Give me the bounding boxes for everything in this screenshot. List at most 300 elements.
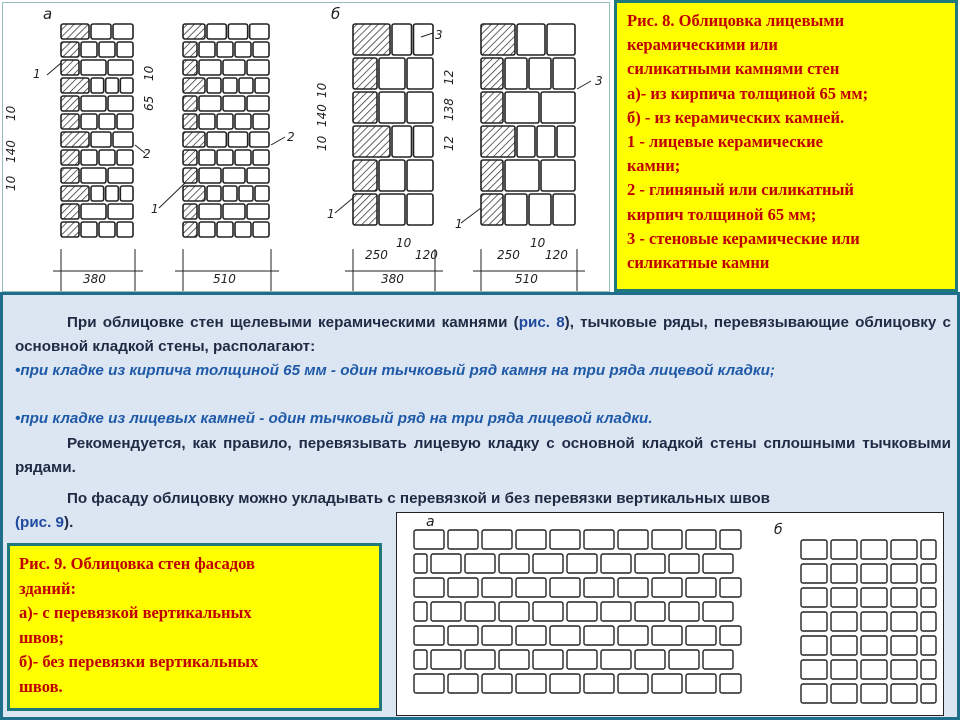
- facing-brick: [481, 160, 503, 191]
- facade-brick: [533, 602, 563, 621]
- facade-brick: [431, 602, 461, 621]
- facade-brick: [414, 554, 427, 573]
- dim-65: 65: [142, 95, 156, 111]
- facade-brick: [601, 554, 631, 573]
- brick: [228, 24, 247, 39]
- figure-8-drawing: [2, 2, 610, 292]
- facade-brick: [861, 660, 887, 679]
- facade-brick: [861, 636, 887, 655]
- width-380: 380: [381, 272, 404, 286]
- facing-brick: [61, 78, 89, 93]
- facade-brick: [448, 674, 478, 693]
- facade-brick: [482, 626, 512, 645]
- brick: [91, 186, 104, 201]
- facing-brick: [61, 204, 79, 219]
- facade-brick: [550, 626, 580, 645]
- facing-brick: [183, 42, 197, 57]
- facade-brick: [891, 660, 917, 679]
- brick: [199, 114, 215, 129]
- facing-brick: [183, 150, 197, 165]
- brick: [199, 96, 221, 111]
- facing-brick: [353, 58, 377, 89]
- facade-brick: [567, 650, 597, 669]
- facade-brick: [669, 650, 699, 669]
- bullet-item: •при кладке из лицевых камней - один тычковый ряд на три ряда лицевой кладки.: [15, 410, 653, 427]
- bullet-item: •при кладке из кирпича толщиной 65 мм - один тычковый ряд камня на три ряда лицевой кладки;: [15, 362, 775, 379]
- facade-brick: [618, 626, 648, 645]
- fig8-label-a: а: [43, 5, 53, 23]
- facade-brick: [921, 684, 936, 703]
- facade-brick: [703, 650, 733, 669]
- facade-brick: [584, 626, 614, 645]
- facade-brick: [516, 674, 546, 693]
- paragraph-text: По фасаду облицовку можно укладывать с перевязкой и без перевязки вертикальных швов: [67, 490, 770, 507]
- facade-brick: [891, 636, 917, 655]
- paragraph-text: ), тычковые ряды, перевязывающие облицовку с основной кладкой стены, располагают:: [15, 314, 951, 355]
- facade-brick: [831, 684, 857, 703]
- facade-brick: [831, 540, 857, 559]
- facade-brick: [891, 684, 917, 703]
- caption-line: 2 - глиняный или силикатный: [627, 180, 854, 200]
- facade-brick: [921, 612, 936, 631]
- brick: [223, 168, 245, 183]
- brick: [247, 168, 269, 183]
- facade-brick: [533, 650, 563, 669]
- facade-brick: [720, 578, 741, 597]
- facing-brick: [61, 96, 79, 111]
- brick: [529, 194, 551, 225]
- facade-brick: [801, 684, 827, 703]
- facing-brick: [61, 150, 79, 165]
- brick: [120, 186, 133, 201]
- facade-brick: [431, 554, 461, 573]
- facade-brick: [831, 564, 857, 583]
- brick: [253, 150, 269, 165]
- facing-brick: [61, 186, 89, 201]
- caption-line: силикатными камнями стен: [627, 59, 840, 79]
- brick: [99, 150, 115, 165]
- facade-brick: [584, 674, 614, 693]
- facade-brick: [861, 588, 887, 607]
- brick: [379, 58, 405, 89]
- caption-line: а)- с перевязкой вертикальных: [19, 603, 252, 622]
- facade-brick: [831, 588, 857, 607]
- dim-138: 138: [442, 98, 456, 121]
- caption-line: 1 - лицевые керамические: [627, 132, 823, 152]
- brick: [255, 186, 269, 201]
- brick: [235, 222, 251, 237]
- caption-line: зданий:: [19, 578, 76, 598]
- facade-brick: [801, 660, 827, 679]
- facade-brick: [499, 650, 529, 669]
- brick: [99, 114, 115, 129]
- facing-brick: [183, 96, 197, 111]
- width-510: 510: [213, 272, 236, 286]
- facade-brick: [635, 650, 665, 669]
- brick: [392, 24, 412, 55]
- brick: [505, 160, 539, 191]
- paragraph-1: [15, 311, 951, 358]
- facade-brick: [652, 578, 682, 597]
- facing-brick: [353, 160, 377, 191]
- facade-brick: [921, 588, 936, 607]
- facing-brick: [353, 194, 377, 225]
- brick: [250, 24, 269, 39]
- brick: [108, 60, 133, 75]
- brick: [207, 78, 221, 93]
- facade-brick: [801, 588, 827, 607]
- width-120: 120: [545, 248, 568, 262]
- facing-brick: [353, 126, 390, 157]
- callout-2: 2: [287, 130, 295, 144]
- brick: [253, 114, 269, 129]
- facing-brick: [61, 60, 79, 75]
- dim-10: 10: [315, 135, 329, 151]
- brick: [529, 58, 551, 89]
- brick: [217, 42, 233, 57]
- facade-brick: [831, 660, 857, 679]
- brick: [81, 96, 106, 111]
- facade-brick: [891, 612, 917, 631]
- facade-brick: [465, 602, 495, 621]
- brick: [517, 24, 545, 55]
- caption-line: швов;: [19, 627, 64, 647]
- facade-brick: [801, 564, 827, 583]
- caption-line: камни;: [627, 156, 681, 176]
- caption-line: силикатные камни: [627, 253, 770, 273]
- brick: [81, 150, 97, 165]
- brick: [108, 204, 133, 219]
- callout-3: 3: [435, 28, 443, 42]
- caption-line: Рис. 9. Облицовка стен фасадов: [19, 554, 255, 573]
- facade-brick: [584, 530, 614, 549]
- facade-brick: [618, 530, 648, 549]
- figure-9-caption: [7, 543, 382, 711]
- facade-brick: [921, 540, 936, 559]
- paragraph-text: ).: [64, 513, 74, 531]
- facade-brick: [516, 626, 546, 645]
- brick: [247, 60, 269, 75]
- dim-140: 140: [315, 104, 329, 127]
- brick: [199, 150, 215, 165]
- facing-brick: [61, 24, 89, 39]
- brick: [253, 42, 269, 57]
- facade-brick: [669, 602, 699, 621]
- brick: [113, 24, 133, 39]
- brick: [81, 222, 97, 237]
- caption-line: а)- из кирпича толщиной 65 мм;: [627, 83, 869, 103]
- facing-brick: [61, 222, 79, 237]
- facade-brick: [414, 530, 444, 549]
- facing-brick: [353, 92, 377, 123]
- callout-1: 1: [151, 202, 159, 216]
- facing-brick: [183, 168, 197, 183]
- caption-line: кирпич толщиной 65 мм;: [627, 204, 817, 224]
- facade-brick: [567, 602, 597, 621]
- brick: [541, 92, 575, 123]
- brick: [223, 78, 237, 93]
- facing-brick: [183, 204, 197, 219]
- brick: [547, 24, 575, 55]
- brick: [108, 168, 133, 183]
- callout-2: 2: [143, 147, 151, 161]
- facade-brick: [861, 612, 887, 631]
- brick: [117, 42, 133, 57]
- brick: [553, 58, 575, 89]
- facade-brick: [448, 626, 478, 645]
- brick: [239, 78, 253, 93]
- figure-9-reference[interactable]: (рис. 9: [15, 513, 65, 531]
- callout-1: 1: [33, 67, 41, 81]
- brick: [91, 132, 111, 147]
- brick: [392, 126, 412, 157]
- paragraph-2: [15, 432, 951, 479]
- paragraph-text: Рекомендуется, как правило, перевязывать лицевую кладку с основной кладкой стены сплошными тычковыми рядами.: [15, 435, 951, 476]
- brick: [239, 186, 253, 201]
- brick: [106, 78, 119, 93]
- facade-brick: [801, 612, 827, 631]
- brick: [113, 132, 133, 147]
- facade-brick: [499, 554, 529, 573]
- brick: [81, 204, 106, 219]
- brick: [120, 78, 133, 93]
- facade-brick: [801, 636, 827, 655]
- facade-brick: [567, 554, 597, 573]
- figure-9-svg: [396, 512, 944, 716]
- facade-brick: [533, 554, 563, 573]
- facade-brick: [635, 554, 665, 573]
- facade-brick: [448, 530, 478, 549]
- facade-brick: [831, 612, 857, 631]
- facing-brick: [481, 92, 503, 123]
- brick: [99, 222, 115, 237]
- facade-brick: [516, 530, 546, 549]
- facade-brick: [601, 650, 631, 669]
- brick: [207, 132, 226, 147]
- facade-brick: [499, 602, 529, 621]
- facade-brick: [652, 626, 682, 645]
- callout-1: 1: [455, 217, 463, 231]
- facade-brick: [414, 650, 427, 669]
- facade-brick: [550, 674, 580, 693]
- brick: [414, 24, 434, 55]
- facade-brick: [720, 626, 741, 645]
- dim-140: 140: [4, 140, 18, 163]
- facade-brick: [618, 674, 648, 693]
- brick: [223, 60, 245, 75]
- brick: [553, 194, 575, 225]
- brick: [223, 96, 245, 111]
- brick: [253, 222, 269, 237]
- facade-brick: [465, 554, 495, 573]
- facade-brick: [891, 564, 917, 583]
- width-120: 120: [415, 248, 438, 262]
- caption-line: Рис. 8. Облицовка лицевыми: [627, 11, 845, 30]
- brick: [250, 132, 269, 147]
- facade-brick: [669, 554, 699, 573]
- facade-brick: [686, 674, 716, 693]
- brick: [81, 168, 106, 183]
- facade-brick: [482, 578, 512, 597]
- facade-brick: [482, 674, 512, 693]
- facade-brick: [414, 674, 444, 693]
- brick: [407, 160, 433, 191]
- facade-brick: [652, 674, 682, 693]
- facing-brick: [183, 24, 205, 39]
- brick: [235, 150, 251, 165]
- fig9-label-a: а: [426, 514, 435, 530]
- brick: [414, 126, 434, 157]
- facade-brick: [861, 684, 887, 703]
- facing-brick: [481, 126, 515, 157]
- brick: [537, 126, 555, 157]
- facade-brick: [720, 674, 741, 693]
- brick: [81, 42, 97, 57]
- brick: [108, 96, 133, 111]
- facade-brick: [703, 554, 733, 573]
- brick: [207, 186, 221, 201]
- brick: [91, 24, 111, 39]
- facade-brick: [482, 530, 512, 549]
- facade-brick: [431, 650, 461, 669]
- facade-brick: [831, 636, 857, 655]
- brick: [117, 222, 133, 237]
- callout-1: 1: [327, 207, 335, 221]
- width-10: 10: [530, 236, 546, 250]
- facade-brick: [891, 588, 917, 607]
- facing-brick: [481, 24, 515, 55]
- facade-brick: [921, 636, 936, 655]
- caption-line: б) - из керамических камней.: [627, 107, 845, 127]
- brick: [99, 42, 115, 57]
- brick: [255, 78, 269, 93]
- brick: [199, 42, 215, 57]
- brick: [407, 92, 433, 123]
- facing-brick: [481, 58, 503, 89]
- caption-line: б)- без перевязки вертикальных: [19, 652, 259, 671]
- facade-brick: [801, 540, 827, 559]
- caption-line: керамическими или: [627, 35, 778, 55]
- figure-9-drawing: [396, 512, 944, 716]
- facing-brick: [61, 114, 79, 129]
- brick: [223, 204, 245, 219]
- facade-brick: [686, 578, 716, 597]
- facing-brick: [183, 114, 197, 129]
- facade-brick: [601, 602, 631, 621]
- dim-10: 10: [142, 65, 156, 81]
- facing-brick: [183, 60, 197, 75]
- facade-brick: [414, 626, 444, 645]
- brick: [117, 150, 133, 165]
- fig8-label-b: б: [331, 5, 341, 23]
- brick: [91, 78, 104, 93]
- brick: [106, 186, 119, 201]
- facing-brick: [481, 194, 503, 225]
- brick: [247, 96, 269, 111]
- facing-brick: [61, 168, 79, 183]
- facing-brick: [183, 186, 205, 201]
- facade-brick: [550, 578, 580, 597]
- brick: [199, 60, 221, 75]
- facade-brick: [618, 578, 648, 597]
- facing-brick: [183, 222, 197, 237]
- width-380: 380: [83, 272, 106, 286]
- brick: [541, 160, 575, 191]
- facade-brick: [686, 530, 716, 549]
- facade-brick: [414, 578, 444, 597]
- callout-3: 3: [595, 74, 603, 88]
- facade-brick: [550, 530, 580, 549]
- facing-brick: [61, 42, 79, 57]
- brick: [505, 92, 539, 123]
- facade-brick: [635, 602, 665, 621]
- width-250: 250: [497, 248, 520, 262]
- brick: [517, 126, 535, 157]
- brick: [228, 132, 247, 147]
- facing-brick: [183, 132, 205, 147]
- brick: [199, 168, 221, 183]
- brick: [235, 114, 251, 129]
- brick: [81, 114, 97, 129]
- dim-12: 12: [442, 135, 456, 151]
- brick: [379, 160, 405, 191]
- dim-10: 10: [315, 82, 329, 98]
- width-250: 250: [365, 248, 388, 262]
- brick: [199, 222, 215, 237]
- brick: [247, 204, 269, 219]
- facade-brick: [921, 564, 936, 583]
- brick: [207, 24, 226, 39]
- figure-8-caption: [614, 0, 958, 292]
- facade-brick: [584, 578, 614, 597]
- figure-8-svg: [3, 3, 609, 291]
- facade-brick: [652, 530, 682, 549]
- brick: [235, 42, 251, 57]
- dim-12: 12: [442, 69, 456, 85]
- facade-brick: [414, 602, 427, 621]
- facade-brick: [720, 530, 741, 549]
- brick: [117, 114, 133, 129]
- facade-brick: [516, 578, 546, 597]
- paragraph-text: При облицовке стен щелевыми керамическими камнями (: [67, 314, 519, 331]
- brick: [379, 194, 405, 225]
- brick: [199, 204, 221, 219]
- facade-brick: [921, 660, 936, 679]
- facade-brick: [686, 626, 716, 645]
- fig9-label-b: б: [774, 522, 783, 538]
- brick: [223, 186, 237, 201]
- brick: [217, 150, 233, 165]
- brick: [217, 222, 233, 237]
- brick: [407, 194, 433, 225]
- facade-brick: [703, 602, 733, 621]
- figure-8-reference[interactable]: рис. 8: [518, 314, 565, 331]
- facing-brick: [183, 78, 205, 93]
- caption-line: швов.: [19, 676, 63, 696]
- facade-brick: [861, 540, 887, 559]
- brick: [557, 126, 575, 157]
- dim-10: 10: [4, 105, 18, 121]
- facing-brick: [61, 132, 89, 147]
- brick: [379, 92, 405, 123]
- brick: [217, 114, 233, 129]
- width-10: 10: [396, 236, 412, 250]
- width-510: 510: [515, 272, 538, 286]
- facing-brick: [353, 24, 390, 55]
- caption-line: 3 - стеновые керамические или: [627, 228, 860, 248]
- brick: [505, 58, 527, 89]
- brick: [81, 60, 106, 75]
